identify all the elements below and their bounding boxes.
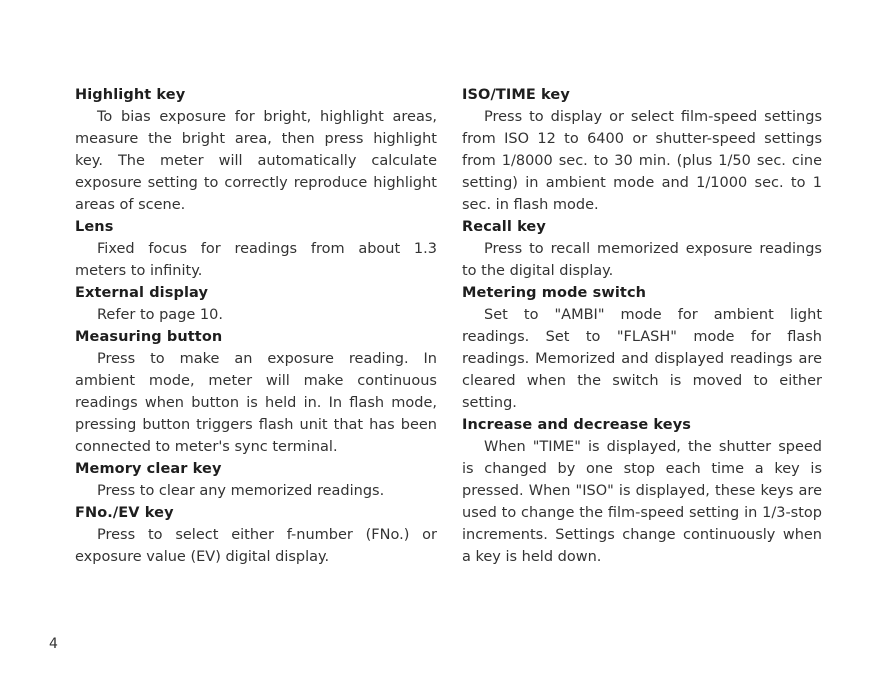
section-increase-decrease-keys — [462, 414, 822, 568]
section-text: Set to "AMBI" mode for ambient light readings. Set to "FLASH" mode for flash readings. Memorized and displayed readings are cleared when the switch is moved to either setting. — [462, 307, 822, 411]
section-title: Measuring button — [75, 329, 223, 345]
right-column — [462, 84, 822, 568]
section-title: Recall key — [462, 219, 546, 235]
section-metering-mode-switch — [462, 282, 822, 414]
section-text: When "TIME" is displayed, the shutter speed is changed by one stop each time a key is pressed. When "ISO" is displayed, these keys are used to change the film-speed setting in 1/3-stop increments. Settings change continuously when a key is held down. — [462, 439, 822, 565]
section-lens — [75, 216, 437, 282]
section-title: External display — [75, 285, 209, 301]
section-title: Increase and decrease keys — [462, 417, 691, 433]
section-title: Metering mode switch — [462, 285, 647, 301]
section-text: Fixed focus for readings from about 1.3 meters to infinity. — [75, 241, 437, 279]
section-text: To bias exposure for bright, highlight areas, measure the bright area, then press highlight key. The meter will automatically calculate exposure setting to correctly reproduce highlight areas of scene. — [75, 109, 437, 213]
section-text: Press to select either f-number (FNo.) or exposure value (EV) digital display. — [75, 527, 437, 565]
section-external-display — [75, 282, 437, 326]
section-recall-key — [462, 216, 822, 282]
section-title: FNo./EV key — [75, 505, 174, 521]
left-column — [75, 84, 437, 568]
section-memory-clear-key — [75, 458, 437, 502]
section-title: Lens — [75, 219, 114, 235]
section-text: Refer to page 10. — [97, 307, 223, 323]
section-title: Highlight key — [75, 87, 186, 103]
section-text: Press to clear any memorized readings. — [97, 483, 385, 499]
page-number: 4 — [49, 636, 58, 652]
section-title: Memory clear key — [75, 461, 222, 477]
section-text: Press to make an exposure reading. In ambient mode, meter will make continuous readings when button is held in. In flash mode, pressing button triggers flash unit that has been connected to meter's sync terminal. — [75, 351, 437, 455]
section-highlight-key — [75, 84, 437, 216]
section-text: Press to display or select film-speed settings from ISO 12 to 6400 or shutter-speed settings from 1/8000 sec. to 30 min. (plus 1/50 sec. cine setting) in ambient mode and 1/1000 sec. to 1 sec. in flash mode. — [462, 109, 822, 213]
section-title: ISO/TIME key — [462, 87, 570, 103]
section-fno-ev-key — [75, 502, 437, 568]
section-measuring-button — [75, 326, 437, 458]
section-iso-time-key — [462, 84, 822, 216]
section-text: Press to recall memorized exposure readings to the digital display. — [462, 241, 822, 279]
